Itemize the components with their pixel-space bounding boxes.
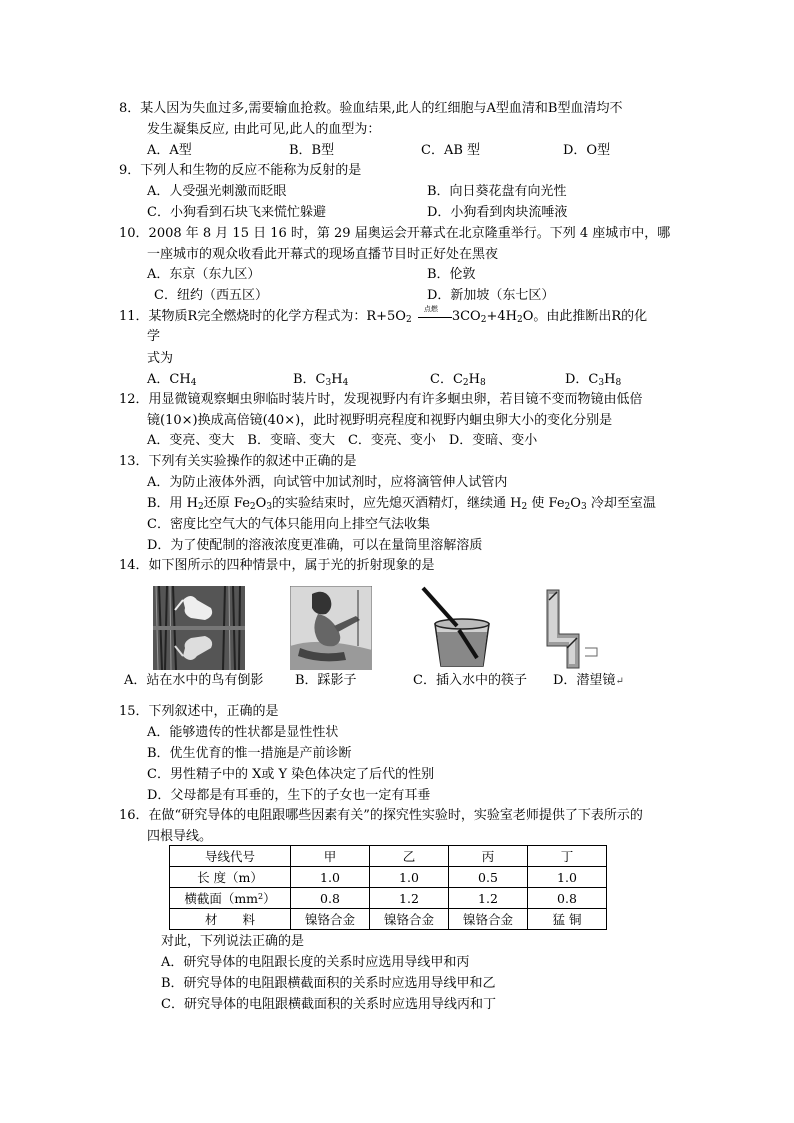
q9-option-c: C．小狗看到石块飞来慌忙躲避: [147, 205, 326, 220]
q14-caption-d: D．潜望镜↵: [553, 673, 624, 688]
q16-option-b: B．研究导体的电阻跟横截面积的关系时应选用导线甲和乙: [161, 976, 496, 991]
q11-option-c: C．$C_2H_8$: [430, 372, 486, 388]
table-cell: 0.8: [528, 888, 607, 909]
q15-stem: 15．下列叙述中，正确的是: [119, 704, 279, 719]
return-mark: ↵: [615, 676, 624, 687]
stepping-shadow-image: [290, 586, 372, 670]
q10-option-a: A．东京（东九区）: [147, 267, 261, 282]
q9-option-b: B．向日葵花盘有向光性: [427, 184, 567, 199]
table-cell: 0.5: [449, 867, 528, 888]
table-cell: 0.8: [291, 888, 370, 909]
q15-option-b: B．优生优育的惟一措施是产前诊断: [147, 746, 352, 761]
table-cell: 1.0: [291, 867, 370, 888]
q16-line2: 四根导线。: [147, 829, 213, 844]
q10-option-d: D．新加坡（东七区）: [427, 288, 555, 303]
q12-line2: 镜(10×)换成高倍镜(40×)，此时视野明亮程度和视野内蛔虫卵大小的变化分别是: [147, 413, 613, 428]
table-header-cell: 乙: [370, 846, 449, 867]
q16-after: 对此，下列说法正确的是: [161, 934, 305, 949]
table-header-row: [170, 846, 607, 867]
q13-option-a: A．为防止液体外洒，向试管中加试剂时，应将滴管伸人试管内: [147, 475, 508, 490]
q11-option-b: B．$C_3H_4$: [293, 372, 349, 388]
q11-line3: 式为: [147, 351, 174, 366]
periscope-image: [545, 586, 607, 670]
table-cell: 镍铬合金: [291, 909, 370, 930]
table-cell: 1.2: [449, 888, 528, 909]
q11-line2: 学: [147, 329, 161, 344]
q10-option-b: B．伦敦: [427, 267, 476, 282]
q9-stem: 9．下列人和生物的反应不能称为反射的是: [119, 163, 362, 178]
q8-option-d: D．O型: [563, 143, 611, 158]
q13-option-b: B．用 $H_2$还原 $Fe_2O_3$的实验结束时，应先熄灭酒精灯，继续通 $H_2$ 使 $Fe_2O_3$ 冷却至室温: [147, 496, 656, 512]
q11-option-d: D．$C_3H_8$: [565, 372, 622, 388]
table-cell: 材 料: [170, 909, 291, 930]
reaction-arrow: 点燃: [416, 311, 452, 323]
arrow-line: [418, 317, 452, 318]
q10-line1: 10．2008 年 8 月 15 日 16 时，第 29 届奥运会开幕式在北京隆重举行。下列 4 座城市中，哪: [119, 226, 671, 241]
table-header-cell: 丁: [528, 846, 607, 867]
table-row: [170, 867, 607, 888]
table-row: [170, 909, 607, 930]
q14-caption-b: B．踩影子: [295, 673, 357, 688]
q11-option-a: A．$CH_4$: [147, 372, 197, 388]
q12-line1: 12．用显微镜观察蛔虫卵临时装片时，发现视野内有许多蛔虫卵，若目镜不变而物镜由低倍: [119, 392, 643, 407]
table-header-cell: 甲: [291, 846, 370, 867]
q15-option-d: D．父母都是有耳垂的，生下的子女也一定有耳垂: [147, 788, 431, 803]
table-cell: 1.0: [370, 867, 449, 888]
q13-option-d: D．为了使配制的溶液浓度更准确，可以在量筒里溶解溶质: [147, 538, 483, 553]
table-cell: 1.0: [528, 867, 607, 888]
q12-options: A．变亮、变大 B．变暗、变大 C．变亮、变小 D．变暗、变小: [147, 433, 538, 448]
table-cell: 猛 铜: [528, 909, 607, 930]
wire-table: [169, 845, 607, 930]
bird-reflection-image: [153, 586, 245, 670]
table-header-cell: 丙: [449, 846, 528, 867]
q10-line2: 一座城市的观众收看此开幕式的现场直播节目时正好处在黑夜: [147, 247, 499, 262]
q9-option-a: A．人受强光刺激而眨眼: [147, 184, 287, 199]
q15-option-a: A．能够遗传的性状都是显性性状: [147, 725, 339, 740]
q14-caption-c: C．插入水中的筷子: [413, 673, 527, 688]
q13-stem: 13．下列有关实验操作的叙述中正确的是: [119, 454, 357, 469]
q14-caption-a: A．站在水中的鸟有倒影: [124, 673, 264, 688]
q10-option-c: C．纽约（西五区）: [154, 288, 268, 303]
table-cell: 镍铬合金: [449, 909, 528, 930]
q13-option-c: C．密度比空气大的气体只能用向上排空气法收集: [147, 517, 430, 532]
table-row: [170, 888, 607, 909]
table-cell: 长 度（m）: [170, 867, 291, 888]
table-cell: 1.2: [370, 888, 449, 909]
chopstick-in-water-image: [413, 586, 503, 670]
table-cell: 镍铬合金: [370, 909, 449, 930]
q8-line2: 发生凝集反应, 由此可见,此人的血型为：: [147, 122, 381, 137]
q15-option-c: C．男性精子中的 X或 Y 染色体决定了后代的性别: [147, 767, 435, 782]
q16-line1: 16．在做“研究导体的电阻跟哪些因素有关”的探究性实验时，实验室老师提供了下表所示的: [119, 808, 643, 823]
q8-option-a: A．A型: [147, 143, 192, 158]
q8-option-b: B．B型: [289, 143, 335, 158]
q8-option-c: C．AB 型: [421, 143, 481, 158]
table-cell: 横截面$(mm^2)$: [170, 888, 291, 909]
q16-option-a: A．研究导体的电阻跟长度的关系时应选用导线甲和丙: [161, 955, 470, 970]
table-header-cell: 导线代号: [170, 846, 291, 867]
q14-stem: 14．如下图所示的四种情景中，属于光的折射现象的是: [119, 558, 435, 573]
q16-option-c: C．研究导体的电阻跟横截面积的关系时应选用导线丙和丁: [161, 997, 496, 1012]
q9-option-d: D．小狗看到肉块流唾液: [427, 205, 568, 220]
q11-line1: 11．某物质R完全燃烧时的化学方程式为：$R+5O_2$ 点燃 $3CO_2+4H_2O$。由此推断出R的化: [119, 304, 648, 325]
q8-line1: 8．某人因为失血过多,需要输血抢救。验血结果,此人的红细胞与A型血清和B型血清均不: [119, 101, 623, 116]
